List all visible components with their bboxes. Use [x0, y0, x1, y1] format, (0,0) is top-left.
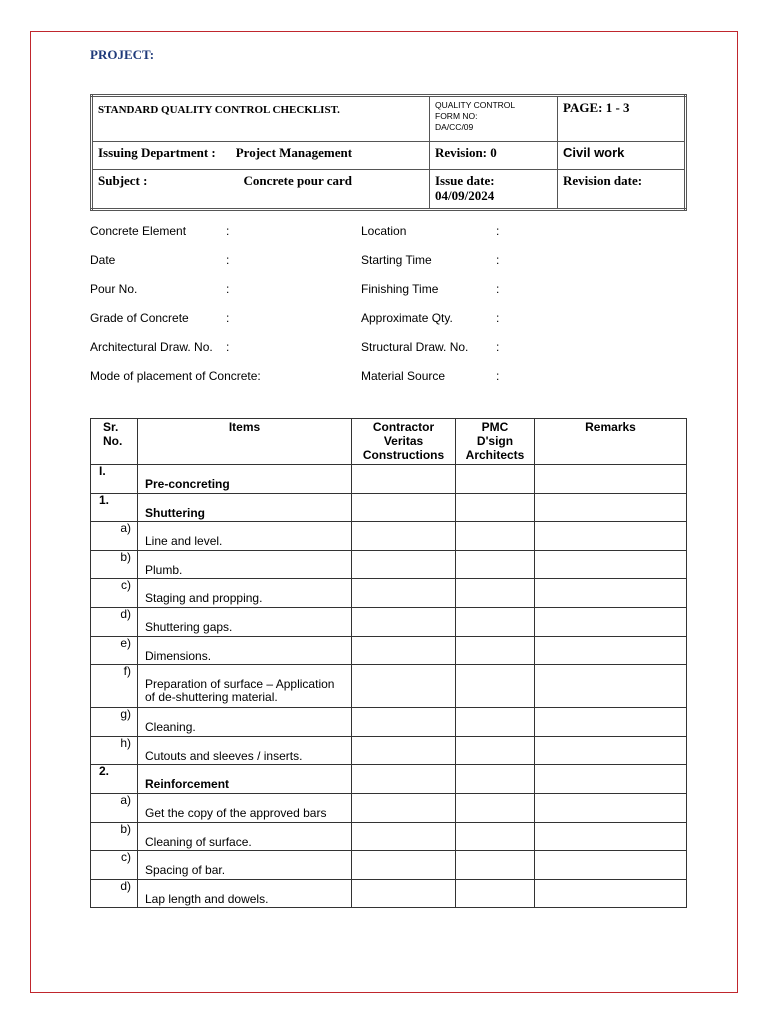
col-remarks: Remarks: [535, 419, 687, 465]
col-items: Items: [138, 419, 352, 465]
table-row: [91, 708, 687, 737]
contractor-cell[interactable]: [352, 522, 456, 551]
issuing-department: Issuing Department : Project Management: [92, 142, 430, 170]
table-row: [91, 522, 687, 551]
contractor-cell[interactable]: [352, 793, 456, 822]
field-label: Structural Draw. No.: [361, 340, 469, 354]
category: Civil work: [558, 142, 686, 170]
contractor-cell[interactable]: [352, 550, 456, 579]
subject: Subject : Concrete pour card: [92, 170, 430, 210]
field-label: Concrete Element: [90, 224, 187, 238]
row-item: Staging and propping.: [138, 579, 352, 608]
contractor-cell[interactable]: [352, 822, 456, 851]
pmc-cell[interactable]: [456, 636, 535, 665]
row-item: Plumb.: [138, 550, 352, 579]
page-number: PAGE: 1 - 3: [558, 96, 686, 142]
issue-date: Issue date: 04/09/2024: [430, 170, 558, 210]
field-label: Mode of placement of Concrete:: [90, 369, 261, 383]
pmc-cell[interactable]: [456, 607, 535, 636]
field-colon: :: [496, 282, 500, 296]
pmc-cell[interactable]: [456, 765, 535, 794]
row-item: Get the copy of the approved bars: [138, 793, 352, 822]
row-number: e): [91, 636, 138, 665]
pmc-cell[interactable]: [456, 465, 535, 494]
row-number: b): [91, 822, 138, 851]
contractor-cell[interactable]: [352, 736, 456, 765]
contractor-cell[interactable]: [352, 708, 456, 737]
col-contractor: Contractor Veritas Constructions: [352, 419, 456, 465]
row-item: Dimensions.: [138, 636, 352, 665]
pmc-cell[interactable]: [456, 522, 535, 551]
pmc-cell[interactable]: [456, 708, 535, 737]
contractor-cell[interactable]: [352, 636, 456, 665]
pmc-cell[interactable]: [456, 550, 535, 579]
field-row: [90, 340, 690, 369]
row-item: Cutouts and sleeves / inserts.: [138, 736, 352, 765]
remarks-cell[interactable]: [535, 851, 687, 880]
field-colon: :: [226, 311, 230, 325]
row-item: Pre-concreting: [138, 465, 352, 494]
row-number: h): [91, 736, 138, 765]
remarks-cell[interactable]: [535, 879, 687, 908]
remarks-cell[interactable]: [535, 607, 687, 636]
remarks-cell[interactable]: [535, 665, 687, 708]
pmc-cell[interactable]: [456, 665, 535, 708]
checklist-title: STANDARD QUALITY CONTROL CHECKLIST.: [92, 96, 430, 142]
row-number: 2.: [91, 765, 138, 794]
table-header-row: [91, 419, 687, 465]
field-label: Architectural Draw. No.: [90, 340, 213, 354]
row-item: Reinforcement: [138, 765, 352, 794]
col-pmc: PMC D'sign Architects: [456, 419, 535, 465]
pmc-cell[interactable]: [456, 493, 535, 522]
form-no: QUALITY CONTROL FORM NO: DA/CC/09: [430, 96, 558, 142]
row-number: c): [91, 579, 138, 608]
field-label: Location: [361, 224, 407, 238]
field-colon: :: [226, 253, 230, 267]
field-row: [90, 311, 690, 340]
field-row: [90, 224, 690, 253]
contractor-cell[interactable]: [352, 465, 456, 494]
table-row: [91, 465, 687, 494]
pmc-cell[interactable]: [456, 793, 535, 822]
pmc-cell[interactable]: [456, 579, 535, 608]
field-colon: :: [496, 369, 500, 383]
field-label: Grade of Concrete: [90, 311, 189, 325]
remarks-cell[interactable]: [535, 765, 687, 794]
contractor-cell[interactable]: [352, 665, 456, 708]
col-sr-no: Sr. No.: [91, 419, 138, 465]
remarks-cell[interactable]: [535, 493, 687, 522]
field-label: Material Source: [361, 369, 446, 383]
remarks-cell[interactable]: [535, 522, 687, 551]
contractor-cell[interactable]: [352, 607, 456, 636]
revision: Revision: 0: [430, 142, 558, 170]
field-label: Pour No.: [90, 282, 138, 296]
row-number: 1.: [91, 493, 138, 522]
row-item: Spacing of bar.: [138, 851, 352, 880]
table-row: [91, 822, 687, 851]
table-row: [91, 879, 687, 908]
field-row: [90, 253, 690, 282]
field-colon: :: [226, 282, 230, 296]
row-item: Preparation of surface – Application of de-shuttering material.: [138, 665, 352, 708]
table-row: [91, 765, 687, 794]
row-number: a): [91, 793, 138, 822]
row-number: b): [91, 550, 138, 579]
table-row: [91, 736, 687, 765]
contractor-cell[interactable]: [352, 879, 456, 908]
table-row: [91, 607, 687, 636]
checklist-table: [90, 418, 687, 908]
remarks-cell[interactable]: [535, 636, 687, 665]
contractor-cell[interactable]: [352, 765, 456, 794]
row-item: Cleaning.: [138, 708, 352, 737]
field-row: [90, 282, 690, 311]
remarks-cell[interactable]: [535, 793, 687, 822]
contractor-cell[interactable]: [352, 579, 456, 608]
row-item: Shuttering gaps.: [138, 607, 352, 636]
contractor-cell[interactable]: [352, 493, 456, 522]
field-label: Date: [90, 253, 116, 267]
table-row: [91, 851, 687, 880]
pmc-cell[interactable]: [456, 851, 535, 880]
project-label: PROJECT:: [90, 47, 155, 62]
row-number: f): [91, 665, 138, 708]
remarks-cell[interactable]: [535, 736, 687, 765]
table-row: [91, 665, 687, 708]
table-row: [91, 579, 687, 608]
form-fields: [90, 224, 690, 398]
row-item: Line and level.: [138, 522, 352, 551]
table-row: [91, 636, 687, 665]
field-colon: :: [226, 340, 230, 354]
remarks-cell[interactable]: [535, 708, 687, 737]
remarks-cell[interactable]: [535, 579, 687, 608]
row-item: Cleaning of surface.: [138, 822, 352, 851]
field-colon: :: [496, 253, 500, 267]
field-label: Finishing Time: [361, 282, 439, 296]
row-item: Shuttering: [138, 493, 352, 522]
field-colon: :: [496, 224, 500, 238]
field-colon: :: [496, 340, 500, 354]
row-number: a): [91, 522, 138, 551]
remarks-cell[interactable]: [535, 822, 687, 851]
pmc-cell[interactable]: [456, 879, 535, 908]
revision-date: Revision date:: [558, 170, 686, 210]
pmc-cell[interactable]: [456, 736, 535, 765]
table-row: [91, 550, 687, 579]
row-number: c): [91, 851, 138, 880]
contractor-cell[interactable]: [352, 851, 456, 880]
row-number: d): [91, 879, 138, 908]
remarks-cell[interactable]: [535, 465, 687, 494]
field-label: Approximate Qty.: [361, 311, 453, 325]
table-row: [91, 793, 687, 822]
field-label: Starting Time: [361, 253, 432, 267]
field-colon: :: [496, 311, 500, 325]
field-colon: :: [226, 224, 230, 238]
field-row: [90, 369, 690, 398]
row-number: d): [91, 607, 138, 636]
pmc-cell[interactable]: [456, 822, 535, 851]
remarks-cell[interactable]: [535, 550, 687, 579]
row-number: g): [91, 708, 138, 737]
row-number: I.: [91, 465, 138, 494]
header-table: [90, 94, 687, 211]
row-item: Lap length and dowels.: [138, 879, 352, 908]
table-row: [91, 493, 687, 522]
